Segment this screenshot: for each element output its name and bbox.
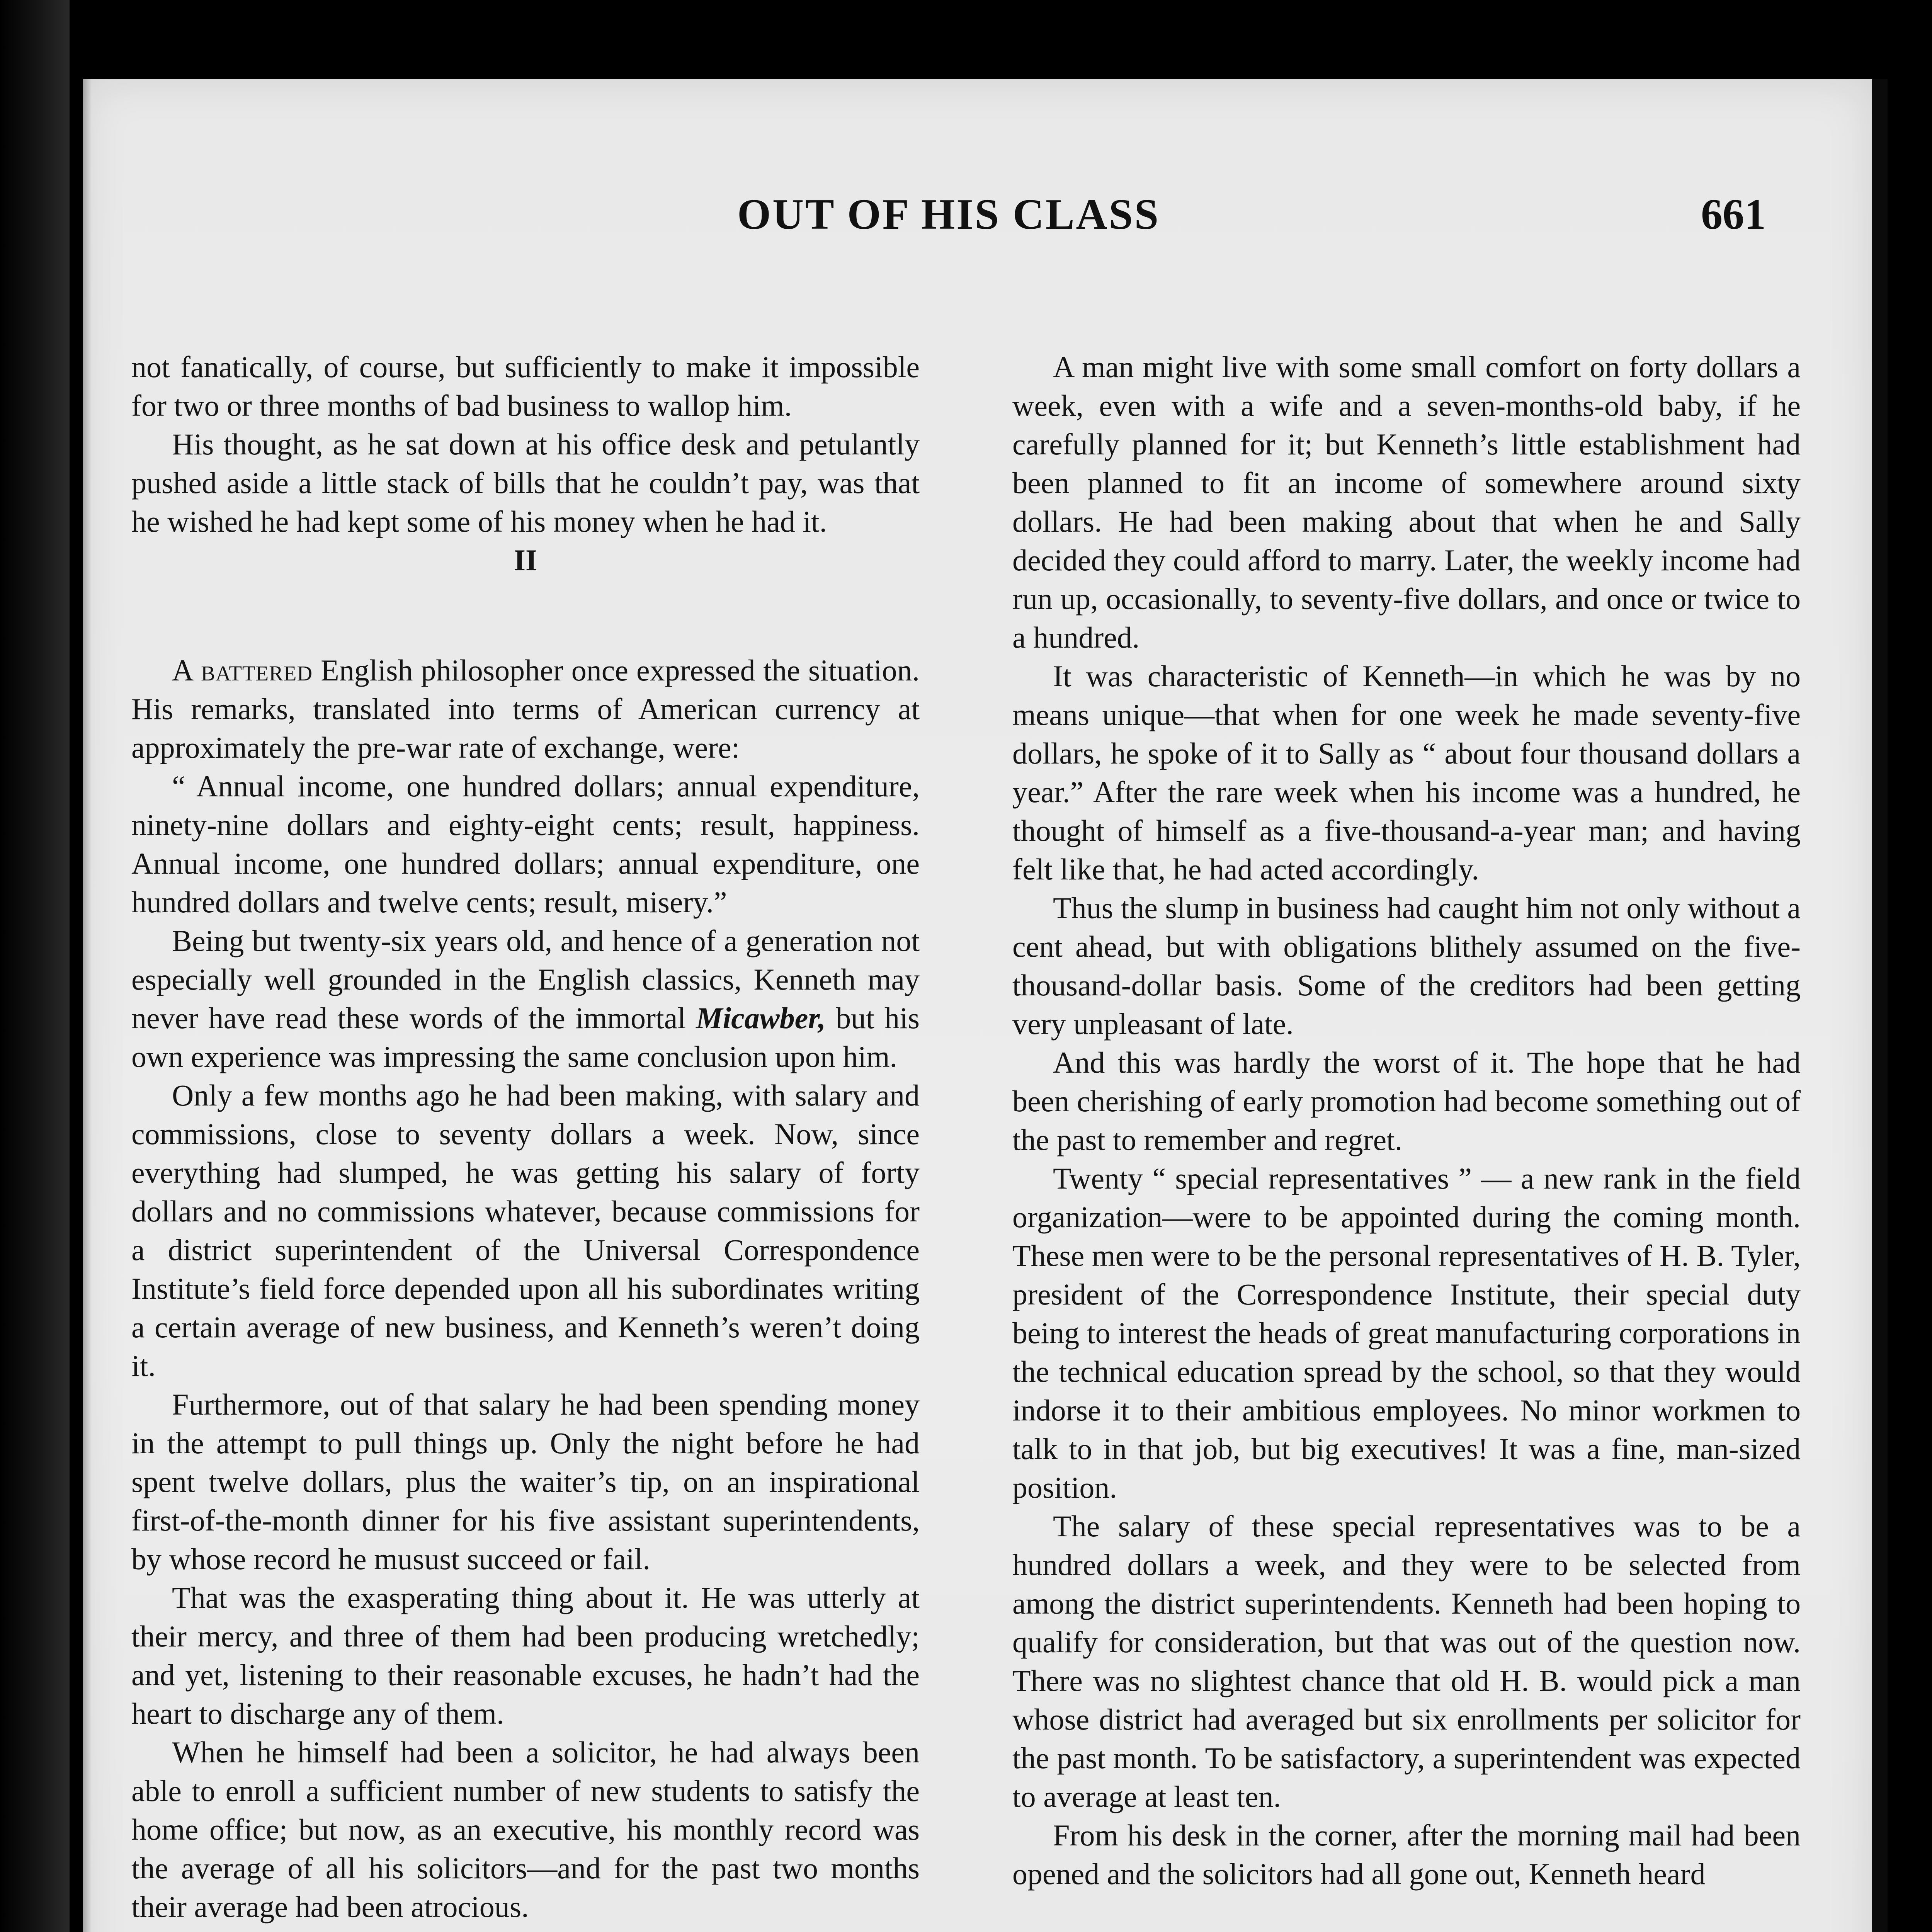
left-paragraph-9: When he himself had been a solicitor, he had always been able to enroll a sufficient number of new students to satisfy the home office; but now, as an executive, his monthly record was the average of all his solicitors—and for the past two months their average had been atrocious. <box>131 1735 920 1923</box>
scan-right-edge <box>1872 79 1888 1932</box>
right-paragraph-3: Thus the slump in business had caught him not only without a cent ahead, but with obligations blithely assumed on the five-thousand-dollar basis. Some of the creditors had been getting very unpleasant of late. <box>1012 891 1801 1041</box>
quotation-paragraph: “ Annual income, one hundred dollars; annual expenditure, ninety-nine dollars and eighty-eight cents; result, happiness. Annual income, one hundred dollars; annual expenditure, one hundred dollars and twelve cents; result, misery.” <box>131 769 920 919</box>
left-paragraph-7: Furthermore, out of that salary he had been spending money in the attempt to pull things up. Only the night before he had spent twelve dollars, plus the waiter’s tip, on an inspirational first-of-the-month dinner for his five assistant superintendents, by whose record he musust succeed or fail. <box>131 1388 920 1576</box>
right-paragraph-4: And this was hardly the worst of it. The hope that he had been cherishing of early promotion had become something out of the past to remember and regret. <box>1012 1046 1801 1156</box>
left-paragraph-8: That was the exasperating thing about it. He was utterly at their mercy, and three of them had been producing wretchedly; and yet, listening to their reasonable excuses, he hadn’t had the heart to discharge any of them. <box>131 1581 920 1730</box>
section-heading: II <box>514 543 537 577</box>
scan-left-edge <box>0 0 70 1932</box>
right-paragraph-1: A man might live with some small comfort on forty dollars a week, even with a wife and a seven-months-old baby, if he carefully planned for it; but Kenneth’s little establishment had been planned to fit an income of somewhere around sixty dollars. He had been making about that when he and Sally decided they could afford to marry. Later, the weekly income had run up, occasionally, to seventy-five dollars, and once or twice to a hundred. <box>1012 350 1801 654</box>
left-paragraph-6: Only a few months ago he had been making, with salary and commissions, close to seventy dollars a week. Now, since everything had slumped, he was getting his salary of forty dollars and no commissions whatever, because commissions for a district superintendent of the Universal Correspondence Institute’s field force depended upon all his subordinates writing a certain average of new business, and Kenneth’s weren’t doing it. <box>131 1078 920 1383</box>
right-column <box>1012 348 1801 1893</box>
page-number: 661 <box>1701 190 1766 238</box>
left-column <box>131 348 920 1926</box>
micawber-name: Micawber, <box>696 1001 826 1035</box>
right-paragraph-5: Twenty “ special representatives ” — a new rank in the field organization—were to be appointed during the coming month. These men were to be the personal representatives of H. B. Tyler, president of the Correspondence Institute, their special duty being to interest the heads of great manufacturing corporations in the technical education spread by the school, so that they would indorse it to their ambitious employees. No minor workmen to talk to in that job, but big executives! It was a fine, man-sized position. <box>1012 1162 1801 1504</box>
left-paragraph-5 <box>131 922 920 1076</box>
left-paragraph-3 <box>131 651 920 767</box>
running-title: OUT OF HIS CLASS <box>737 190 1160 238</box>
running-header <box>131 189 1766 255</box>
right-paragraph-6: The salary of these special representatives was to be a hundred dollars a week, and they were to be selected from among the district superintendents. Kenneth had been hoping to qualify for consideration, but that was out of the question now. There was no slightest chance that old H. B. would pick a man whose district had averaged but six enrollments per solicitor for the past month. To be satisfactory, a superintendent was expected to average at least ten. <box>1012 1509 1801 1813</box>
left-paragraph-2: His thought, as he sat down at his office desk and petulantly pushed aside a little stack of bills that he couldn’t pay, was that he wished he had kept some of his money when he had it. <box>131 427 920 538</box>
right-paragraph-2: It was characteristic of Kenneth—in which he was by no means unique—that when for one week he made seventy-five dollars, he spoke of it to Sally as “ about four thousand dollars a year.” After the rare week when his income was a hundred, he thought of himself as a five-thousand-a-year man; and having felt like that, he had acted accordingly. <box>1012 659 1801 886</box>
left-paragraph-5-part2: but his own experience was impressing the same conclusion upon him. <box>131 1001 920 1073</box>
left-paragraph-1: not fanatically, of course, but sufficiently to make it impossible for two or three months of bad business to wallop him. <box>131 350 920 422</box>
right-paragraph-7: From his desk in the corner, after the morning mail had been opened and the solicitors had all gone out, Kenneth heard <box>1012 1818 1801 1891</box>
left-paragraph-3-text: English philosopher once expressed the situation. His remarks, translated into terms of American currency at approximately the pre-war rate of exchange, were: <box>131 653 920 764</box>
left-paragraph-5-part1: Being but twenty-six years old, and hence of a generation not especially well grounded in the English classics, Kenneth may never have read these words of the immortal <box>131 924 920 1035</box>
small-caps-lead: A battered <box>172 653 313 687</box>
